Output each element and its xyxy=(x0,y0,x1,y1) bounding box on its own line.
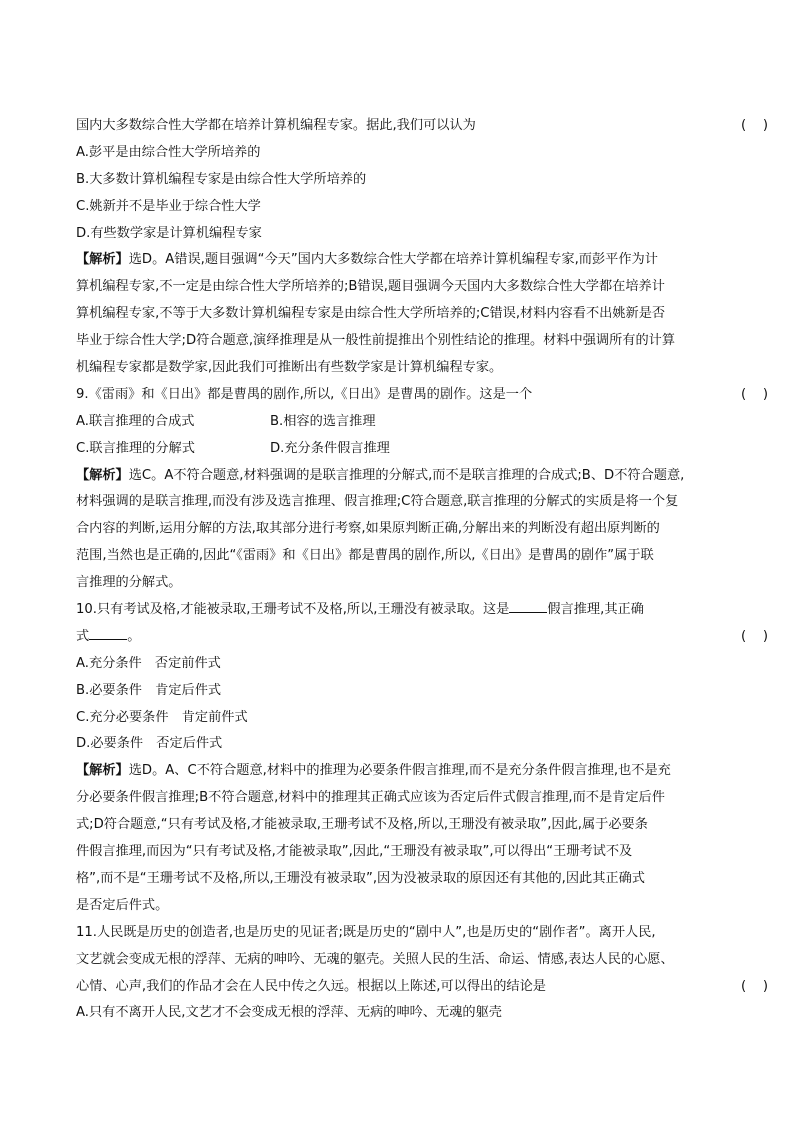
q10-stem-line-1 xyxy=(76,597,768,624)
q10-analysis-line: 分必要条件假言推理;B不符合题意,材料中的推理其正确式应该为否定后件式假言推理,而不是肯定后件 xyxy=(76,790,665,806)
q10-option-b: B.必要条件 肯定后件式 xyxy=(76,682,222,698)
q9-option-c: C.联言推理的分解式 xyxy=(76,440,195,456)
q8-analysis-line: 算机编程专家,不一定是由综合性大学所培养的;B错误,题目强调今天国内大多数综合性大学都在培养计 xyxy=(76,279,665,295)
q8-analysis-line: 机编程专家都是数学家,因此我们可推断出有些数学家是计算机编程专家。 xyxy=(76,360,503,376)
q9-options-row-1 xyxy=(76,409,768,436)
q10-stem-text: 10.只有考试及格,才能被录取,王珊考试不及格,所以,王珊没有被录取。这是 xyxy=(76,602,510,618)
q10-stem-text: 。 xyxy=(127,628,141,644)
q11-stem-line: 11.人民既是历史的创造者,也是历史的见证者;既是历史的“剧中人”,也是历史的“剧作者”。离开人民, xyxy=(76,924,656,940)
q11-option-a: A.只有不离开人民,文艺才不会变成无根的浮萍、无病的呻吟、无魂的躯壳 xyxy=(76,1005,502,1021)
q10-stem-line-2 xyxy=(76,624,768,651)
q10-option-c: C.充分必要条件 肯定前件式 xyxy=(76,709,248,725)
q9-analysis-label: 【解析】 xyxy=(76,467,129,483)
q11-answer-paren: ( ) xyxy=(740,978,768,994)
q9-answer-paren: ( ) xyxy=(740,386,768,402)
q10-answer-paren: ( ) xyxy=(740,628,768,644)
q10-analysis xyxy=(76,758,768,919)
q8-option-c: C.姚新并不是毕业于综合性大学 xyxy=(76,198,261,214)
q8-stem xyxy=(76,113,768,140)
q10-analysis-label: 【解析】 xyxy=(76,763,129,779)
q10-analysis-line: 选D。A、C不符合题意,材料中的推理为必要条件假言推理,而不是充分条件假言推理,也不是充 xyxy=(128,763,671,779)
q9-stem xyxy=(76,382,768,409)
q8-analysis-label: 【解析】 xyxy=(76,252,129,268)
q8-analysis-line: 毕业于综合性大学;D符合题意,演绎推理是从一般性前提推出个别性结论的推理。材料中强调所有的计算 xyxy=(76,333,676,349)
q9-option-d: D.充分条件假言推理 xyxy=(270,440,390,456)
q8-option-d: D.有些数学家是计算机编程专家 xyxy=(76,225,262,241)
q8-answer-paren: ( ) xyxy=(740,118,768,133)
q10-blank-1 xyxy=(509,598,547,613)
q9-analysis-line: 选C。A不符合题意,材料强调的是联言推理的分解式,而不是联言推理的合成式;B、D不符合题意, xyxy=(128,467,685,483)
q10-option-d: D.必要条件 否定后件式 xyxy=(76,736,223,752)
q9-options-row-2 xyxy=(76,436,768,463)
q9-analysis xyxy=(76,463,768,597)
document-page xyxy=(76,113,768,1027)
q10-stem-text: 式 xyxy=(76,628,90,644)
q10-stem-text: 假言推理,其正确 xyxy=(547,602,644,618)
q8-option-a: A.彭平是由综合性大学所培养的 xyxy=(76,144,261,160)
q10-analysis-line: 件假言推理,而因为“只有考试及格,才能被录取”,因此,“王珊没有被录取”,可以得出“王珊考试不及 xyxy=(76,844,633,860)
q9-analysis-line: 材料强调的是联言推理,而没有涉及选言推理、假言推理;C符合题意,联言推理的分解式的实质是将一个复 xyxy=(76,494,679,510)
q8-analysis-line: 算机编程专家,不等于大多数计算机编程专家是由综合性大学所培养的;C错误,材料内容看不出姚新是否 xyxy=(76,306,666,322)
q11-stem-line-3 xyxy=(76,974,768,1001)
q10-analysis-line: 是否定后件式。 xyxy=(76,897,169,913)
q10-blank-2 xyxy=(89,625,127,640)
q10-option-a: A.充分条件 否定前件式 xyxy=(76,655,221,671)
q11-stem-text: 心情、心声,我们的作品才会在人民中传之久远。根据以上陈述,可以得出的结论是 xyxy=(76,978,546,994)
q11-stem-line: 文艺就会变成无根的浮萍、无病的呻吟、无魂的躯壳。关照人民的生活、命运、情感,表达人民的心愿、 xyxy=(76,951,674,967)
q10-analysis-line: 式;D符合题意,“只有考试及格,才能被录取,王珊考试不及格,所以,王珊没有被录取”,因此,属于必要条 xyxy=(76,817,648,833)
q9-stem-text: 9.《雷雨》和《日出》都是曹禺的剧作,所以,《日出》是曹禺的剧作。这是一个 xyxy=(76,386,533,402)
q9-option-b: B.相容的选言推理 xyxy=(270,413,376,429)
q8-analysis-line: 选D。A错误,题目强调“今天”国内大多数综合性大学都在培养计算机编程专家,而彭平作为计 xyxy=(128,252,658,268)
q8-option-b: B.大多数计算机编程专家是由综合性大学所培养的 xyxy=(76,171,367,187)
q8-stem-text: 国内大多数综合性大学都在培养计算机编程专家。据此,我们可以认为 xyxy=(76,118,476,133)
q9-analysis-line: 言推理的分解式。 xyxy=(76,575,182,591)
q9-analysis-line: 合内容的判断,运用分解的方法,取其部分进行考察,如果原判断正确,分解出来的判断没有超出原判断的 xyxy=(76,521,660,537)
q8-analysis xyxy=(76,247,768,381)
q9-analysis-line: 范围,当然也是正确的,因此“《雷雨》和《日出》都是曹禺的剧作,所以,《日出》是曹禺的剧作”属于联 xyxy=(76,548,654,564)
q10-analysis-line: 格”,而不是“王珊考试不及格,所以,王珊没有被录取”,因为没被录取的原因还有其他的,因此其正确式 xyxy=(76,870,645,886)
q9-option-a: A.联言推理的合成式 xyxy=(76,413,195,429)
